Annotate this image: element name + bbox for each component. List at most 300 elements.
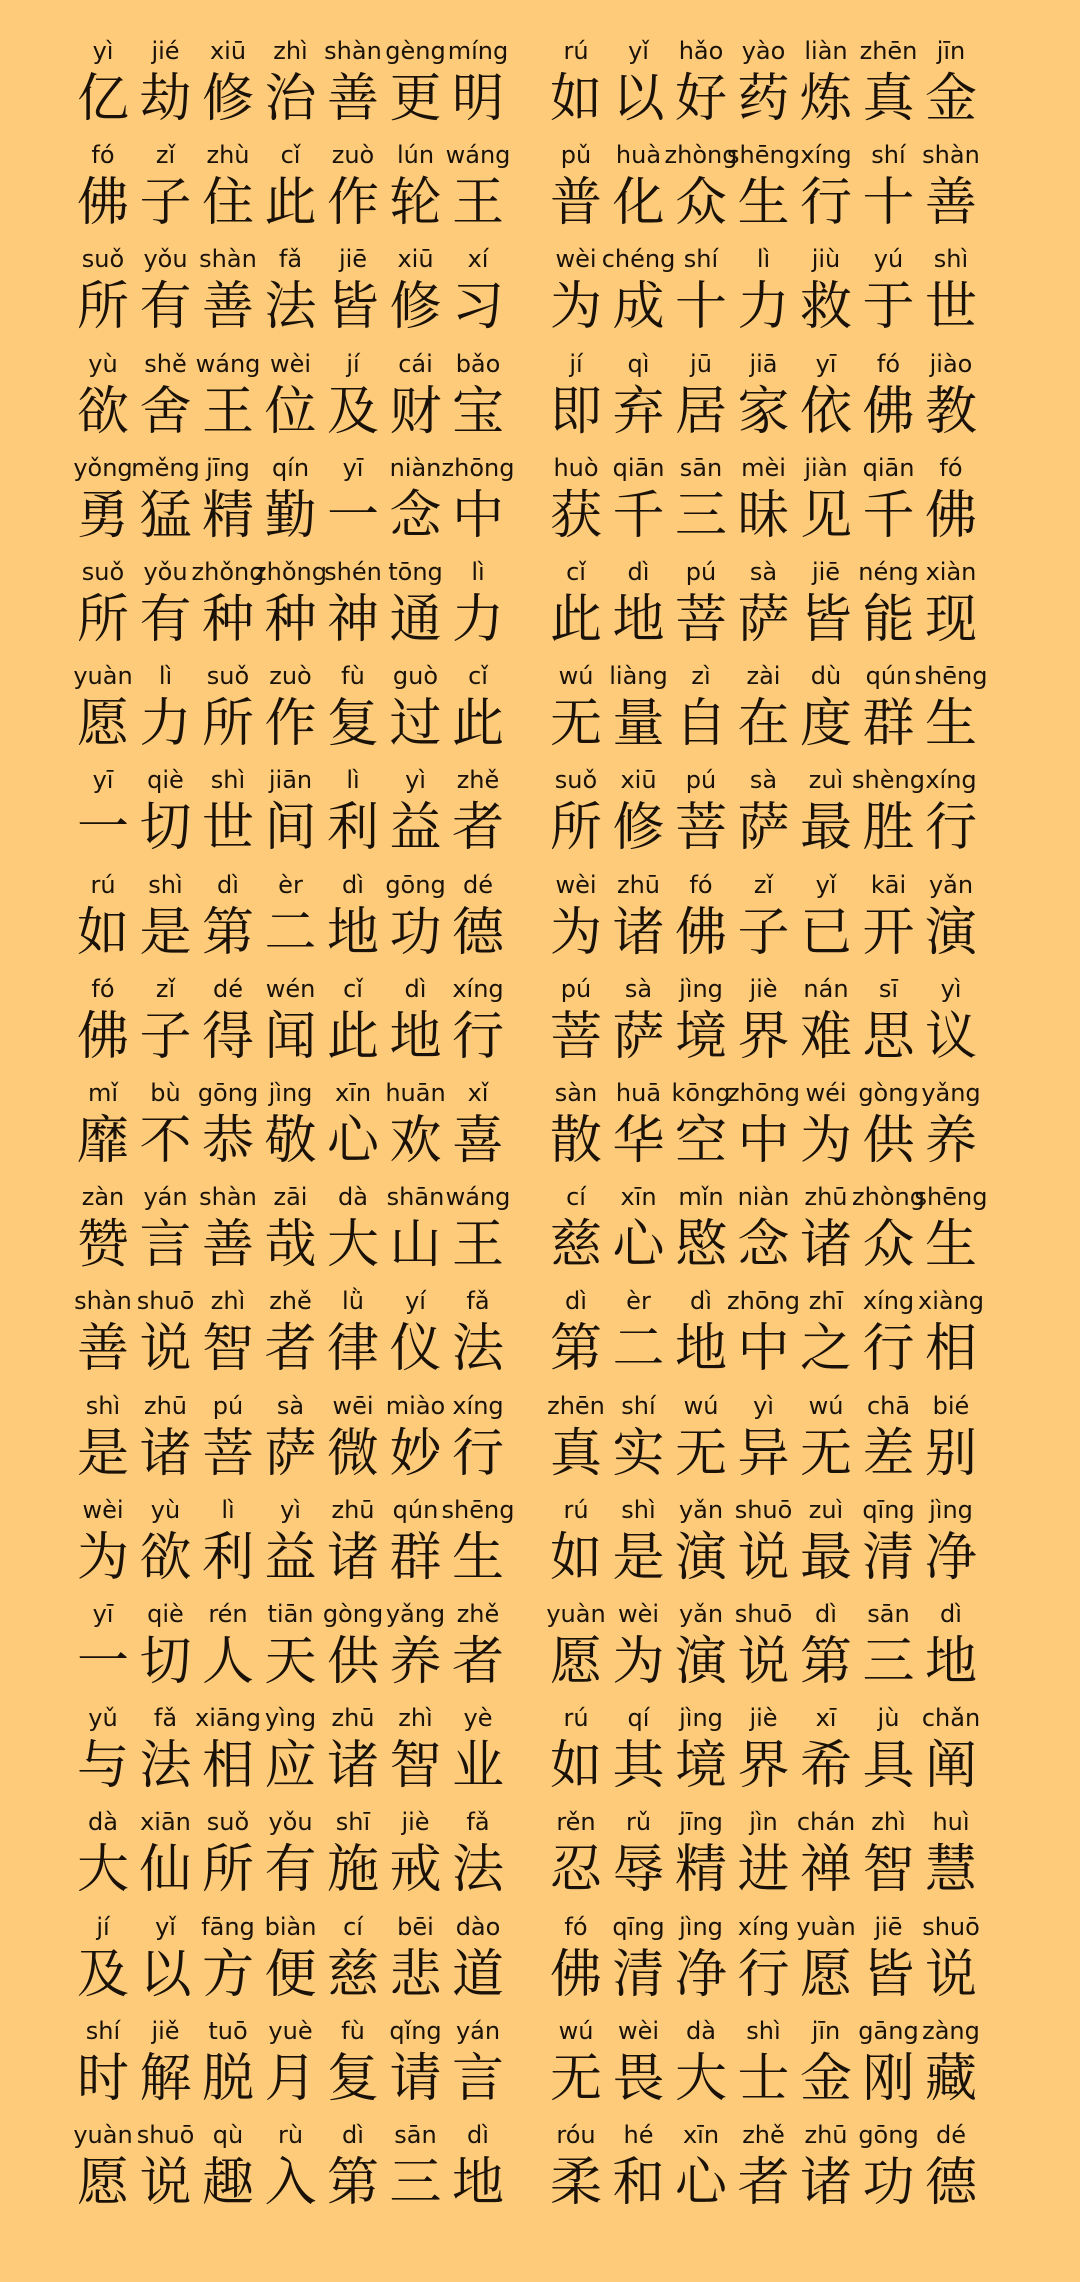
hanzi-character: 群 [389,1527,442,1588]
pinyin-label: xíng [452,1391,504,1420]
hanzi-character: 此 [451,694,504,755]
pinyin-label: shì [85,1391,121,1420]
verse-line-right [545,136,1005,240]
verse-row [0,1491,1080,1595]
hanzi-character: 王 [201,381,254,442]
pinyin-label: xīn [620,1183,657,1212]
pinyin-label: shì [210,766,246,795]
hanzi-character: 者 [264,1319,317,1380]
pinyin-label: shàn [324,37,382,65]
hanzi-character: 最 [799,798,852,859]
pinyin-label: jí [96,1912,110,1941]
hanzi-character: 德 [924,2153,977,2213]
hanzi-character: 众 [674,173,727,234]
hanzi-character: 能 [862,590,915,650]
character-cell [920,970,982,1074]
pinyin-label: zhū [331,1704,375,1733]
pinyin-label: yì [940,974,962,1003]
hanzi-character: 诸 [326,1736,379,1797]
pinyin-label: zhēn [859,37,918,65]
verse-line-left [72,1282,532,1386]
hanzi-character: 种 [201,590,254,650]
pinyin-label: zhòng [852,1183,925,1212]
hanzi-character: 皆 [326,277,379,338]
character-cell [447,136,509,240]
verse-line-right [545,240,1005,344]
pinyin-label: yì [280,1495,301,1524]
pinyin-label: yī [815,349,837,378]
pinyin-label: rěn [556,1808,596,1837]
verse-line-right [545,1595,1005,1699]
pinyin-label: sān [394,2121,437,2149]
pinyin-label: jiào [929,349,973,378]
pinyin-label: wēi [332,1391,374,1420]
hanzi-character: 佛 [76,173,129,234]
hanzi-character: 有 [264,1840,317,1901]
hanzi-character: 者 [451,1632,504,1692]
pinyin-label: chā [866,1391,911,1420]
hanzi-character: 第 [549,1319,602,1380]
pinyin-label: niàn [737,1183,790,1212]
hanzi-character: 辱 [612,1840,665,1901]
pinyin-label: wú [808,1391,844,1420]
hanzi-character: 二 [264,902,317,963]
pinyin-label: shèng [852,766,925,795]
hanzi-character: 愿 [549,1632,602,1692]
pinyin-label: qín [271,453,310,482]
pinyin-label: zhù [206,141,250,170]
pinyin-label: suǒ [206,662,250,691]
verse-line-left [72,1699,532,1803]
pinyin-label: zhǒng [191,558,265,586]
pinyin-label: zhì [871,1808,906,1837]
hanzi-character: 依 [799,381,852,442]
pinyin-label: dì [940,1600,962,1628]
hanzi-character: 真 [862,69,915,129]
pinyin-label: qiān [862,453,915,482]
hanzi-character: 诸 [612,902,665,963]
hanzi-character: 境 [674,1736,727,1797]
character-cell [920,240,982,344]
hanzi-character: 弃 [612,381,665,442]
hanzi-character: 利 [326,798,379,859]
pinyin-label: néng [858,558,919,586]
verse-line-left [72,970,532,1074]
pinyin-label: dì [467,2121,489,2149]
character-cell [447,32,509,136]
character-cell [920,1595,982,1699]
pinyin-label: bēi [397,1912,434,1941]
character-cell [920,345,982,449]
verse-line-left [72,2012,532,2116]
hanzi-character: 即 [549,381,602,442]
hanzi-character: 差 [862,1423,915,1484]
hanzi-character: 有 [139,277,192,338]
hanzi-character: 善 [326,69,379,129]
hanzi-character: 界 [737,1736,790,1797]
pinyin-label: sàn [554,1079,598,1107]
pinyin-label: dà [338,1183,368,1212]
pinyin-label: zǐ [155,974,176,1003]
pinyin-label: zhōng [727,1287,800,1316]
hanzi-character: 地 [451,2153,504,2213]
pinyin-label: tuō [208,2016,248,2045]
character-cell [917,1282,985,1386]
hanzi-character: 轮 [389,173,442,234]
hanzi-character: 成 [612,277,665,338]
pinyin-label: shí [683,245,719,274]
pinyin-label: yìng [264,1704,317,1733]
hanzi-character: 演 [924,902,977,963]
pinyin-label: tiān [267,1600,314,1628]
pinyin-label: wú [558,2016,594,2045]
hanzi-character: 善 [76,1319,129,1380]
verse-row [0,1387,1080,1491]
hanzi-character: 现 [924,590,977,650]
verse-row [0,1595,1080,1699]
hanzi-character: 力 [451,590,504,650]
pinyin-label: jiè [401,1808,430,1837]
pinyin-label: shān [386,1183,445,1212]
hanzi-character: 见 [799,485,852,546]
hanzi-character: 世 [201,798,254,859]
pinyin-label: zàn [81,1183,125,1212]
hanzi-character: 地 [326,902,379,963]
pinyin-label: mǐ [87,1079,119,1107]
pinyin-label: jìn [749,1808,778,1837]
pinyin-label: jīn [936,37,966,65]
pinyin-label: qún [865,662,912,691]
pinyin-label: yī [92,766,114,795]
hanzi-character: 行 [451,1423,504,1484]
hanzi-character: 群 [862,694,915,755]
verse-line-right [545,553,1005,657]
verse-line-left [72,2116,532,2220]
pinyin-label: dù [810,662,842,691]
pinyin-label: gòng [322,1600,384,1628]
pinyin-label: shàn [199,245,257,274]
pinyin-label: yǒng [73,453,133,482]
hanzi-character: 菩 [201,1423,254,1484]
hanzi-character: 财 [389,381,442,442]
verse-line-right [545,1699,1005,1803]
pinyin-label: dì [217,870,239,899]
character-cell [447,1699,509,1803]
hanzi-character: 金 [799,2048,852,2109]
pinyin-label: shàn [74,1287,132,1316]
pinyin-label: qǐng [389,2016,442,2045]
pinyin-label: yì [92,37,114,65]
character-cell [447,553,509,657]
pinyin-label: lì [158,662,173,691]
pinyin-label: sān [679,453,723,482]
character-cell [920,1074,982,1178]
pinyin-label: wáng [445,141,511,170]
character-cell [920,449,982,553]
hanzi-character: 利 [201,1527,254,1588]
hanzi-character: 别 [924,1423,977,1484]
hanzi-character: 妙 [389,1423,442,1484]
character-cell [447,240,509,344]
pinyin-label: dì [690,1287,712,1316]
pinyin-label: zài [746,662,781,691]
hanzi-character: 度 [799,694,852,755]
hanzi-character: 议 [924,1006,977,1067]
pinyin-label: xiū [397,245,434,274]
hanzi-character: 实 [612,1423,665,1484]
hanzi-character: 愿 [76,694,129,755]
character-cell [920,1491,982,1595]
hanzi-character: 是 [612,1527,665,1588]
pinyin-label: wèi [269,349,312,378]
pinyin-label: dì [565,1287,587,1316]
hanzi-character: 赞 [76,1215,129,1276]
hanzi-character: 是 [76,1423,129,1484]
hanzi-character: 子 [139,173,192,234]
hanzi-character: 菩 [674,798,727,859]
hanzi-character: 愿 [76,2153,129,2213]
pinyin-label: yǎng [921,1079,981,1107]
verse-line-right [545,1803,1005,1907]
pinyin-label: jiě [151,2016,180,2045]
pinyin-label: qí [627,1704,650,1733]
hanzi-character: 应 [264,1736,317,1797]
character-cell [920,1699,982,1803]
hanzi-character: 佛 [76,1006,129,1067]
hanzi-character: 萨 [737,798,790,859]
hanzi-character: 皆 [799,590,852,650]
hanzi-character: 供 [862,1111,915,1171]
hanzi-character: 士 [737,2048,790,2109]
pinyin-label: xíng [862,1287,915,1316]
hanzi-character: 种 [264,590,317,650]
character-cell [920,2012,982,2116]
verse-row [0,1178,1080,1282]
pinyin-label: jìng [268,1079,313,1107]
pinyin-label: zhì [273,37,308,65]
verse-line-right [545,657,1005,761]
pinyin-label: rú [90,870,116,899]
hanzi-character: 佛 [549,1944,602,2005]
pinyin-label: tōng [388,558,443,586]
hanzi-character: 地 [924,1632,977,1692]
hanzi-character: 希 [799,1736,852,1797]
hanzi-character: 念 [389,485,442,546]
hanzi-character: 说 [139,1319,192,1380]
hanzi-character: 修 [389,277,442,338]
hanzi-character: 善 [924,173,977,234]
pinyin-label: yì [753,1391,774,1420]
pinyin-label: zì [691,662,711,691]
hanzi-character: 忍 [549,1840,602,1901]
pinyin-label: yì [405,766,426,795]
pinyin-label: fāng [201,1912,255,1941]
pinyin-label: yī [92,1600,114,1628]
hanzi-character: 心 [674,2153,727,2213]
hanzi-character: 行 [799,173,852,234]
verse-row [0,136,1080,240]
verse-line-right [545,970,1005,1074]
pinyin-label: shì [933,245,969,274]
pinyin-label: zhì [398,1704,433,1733]
hanzi-character: 具 [862,1736,915,1797]
hanzi-character: 相 [201,1736,254,1797]
pinyin-label: yán [455,2016,501,2045]
hanzi-character: 不 [139,1111,192,1171]
hanzi-character: 愍 [674,1215,727,1276]
hanzi-character: 方 [201,1944,254,2005]
pinyin-label: xiū [209,37,247,65]
verse-row [0,240,1080,344]
pinyin-label: qiān [612,453,665,482]
pinyin-label: shí [621,1391,656,1420]
hanzi-character: 为 [549,902,602,963]
hanzi-character: 心 [612,1215,665,1276]
pinyin-label: kōng [671,1079,731,1107]
pinyin-label: xiàng [917,1287,985,1316]
verse-line-right [545,1387,1005,1491]
pinyin-label: zhì [210,1287,246,1316]
pinyin-label: zhǒng [254,558,327,586]
hanzi-character: 萨 [612,1006,665,1067]
pinyin-label: pú [685,766,717,795]
hanzi-character: 劫 [139,69,192,129]
pinyin-label: míng [447,37,509,65]
character-cell [441,449,515,553]
pinyin-label: shí [871,141,906,170]
pinyin-label: zhū [804,1183,848,1212]
pinyin-label: guò [392,662,439,691]
hanzi-character: 佛 [862,381,915,442]
pinyin-label: qīng [862,1495,915,1524]
pinyin-label: yuàn [546,1600,606,1628]
hanzi-character: 菩 [549,1006,602,1067]
verse-line-left [72,345,532,449]
hanzi-character: 佛 [674,902,727,963]
hanzi-character: 得 [201,1006,254,1067]
pinyin-label: wén [265,974,316,1003]
pinyin-label: sà [749,766,778,795]
hanzi-character: 精 [201,485,254,546]
verse-row [0,866,1080,970]
verse-line-right [545,1178,1005,1282]
hanzi-character: 念 [737,1215,790,1276]
hanzi-character: 住 [201,173,254,234]
hanzi-character: 空 [674,1111,727,1171]
hanzi-character: 大 [76,1840,129,1901]
hanzi-character: 所 [76,277,129,338]
hanzi-character: 胜 [862,798,915,859]
pinyin-label: hǎo [678,37,724,65]
hanzi-character: 法 [264,277,317,338]
pinyin-label: wéi [805,1079,847,1107]
pinyin-label: yè [463,1704,493,1733]
hanzi-character: 为 [799,1111,852,1171]
pinyin-label: zhě [456,1600,500,1628]
pinyin-label: gōng [385,870,446,899]
pinyin-label: chán [796,1808,856,1837]
hanzi-character: 山 [389,1215,442,1276]
hanzi-character: 法 [451,1840,504,1901]
pinyin-label: hé [623,2121,654,2149]
pinyin-label: yǎn [678,1600,724,1628]
hanzi-character: 靡 [76,1111,129,1171]
hanzi-character: 昧 [737,485,790,546]
pinyin-label: jié [151,37,180,65]
pinyin-label: lì [756,245,771,274]
pinyin-label: shì [746,2016,781,2045]
pinyin-label: èr [278,870,303,899]
pinyin-label: wèi [82,1495,124,1524]
character-cell [447,1387,509,1491]
pinyin-label: shì [621,1495,656,1524]
hanzi-character: 间 [264,798,317,859]
pinyin-label: shuō [734,1600,793,1628]
pinyin-label: huò [553,453,599,482]
character-cell [447,1803,509,1907]
hanzi-character: 敬 [264,1111,317,1171]
hanzi-character: 千 [862,485,915,546]
pinyin-label: huā [615,1079,662,1107]
pinyin-label: chǎn [921,1704,981,1733]
hanzi-character: 更 [389,69,442,129]
hanzi-character: 十 [674,277,727,338]
character-cell [447,970,509,1074]
hanzi-character: 自 [674,694,727,755]
hanzi-character: 真 [549,1423,602,1484]
hanzi-character: 地 [612,590,665,650]
pinyin-label: yuàn [796,1912,856,1941]
hanzi-character: 作 [326,173,379,234]
pinyin-label: wáng [195,349,261,378]
pinyin-label: cí [343,1912,363,1941]
hanzi-character: 一 [326,485,379,546]
hanzi-character: 藏 [924,2048,977,2109]
pinyin-label: dì [342,2121,364,2149]
hanzi-character: 其 [612,1736,665,1797]
pinyin-label: fǎ [466,1287,490,1316]
hanzi-character: 供 [326,1632,379,1692]
verse-line-left [72,1595,532,1699]
verse-line-left [72,761,532,865]
pinyin-label: zàng [922,2016,980,2045]
pinyin-label: wèi [617,2016,660,2045]
character-cell [447,1178,509,1282]
hanzi-character: 进 [737,1840,790,1901]
pinyin-label: kāi [870,870,907,899]
character-cell [447,866,509,970]
pinyin-label: huà [615,141,662,170]
pinyin-label: zhēn [547,1391,605,1420]
hanzi-character: 获 [549,485,602,546]
pinyin-label: zhòng [664,141,738,170]
pinyin-label: zhī [808,1287,844,1316]
hanzi-character: 萨 [737,590,790,650]
hanzi-character: 无 [799,1423,852,1484]
hanzi-character: 好 [674,69,727,129]
pinyin-label: rén [208,1600,248,1628]
character-cell [920,32,982,136]
pinyin-label: xiū [620,766,657,795]
pinyin-label: rǔ [625,1808,652,1837]
pinyin-label: dào [455,1912,501,1941]
hanzi-character: 畏 [612,2048,665,2109]
hanzi-character: 业 [451,1736,504,1797]
hanzi-character: 大 [674,2048,727,2109]
hanzi-character: 刚 [862,2048,915,2109]
pinyin-label: dì [627,558,650,586]
pinyin-label: wèi [617,1600,660,1628]
